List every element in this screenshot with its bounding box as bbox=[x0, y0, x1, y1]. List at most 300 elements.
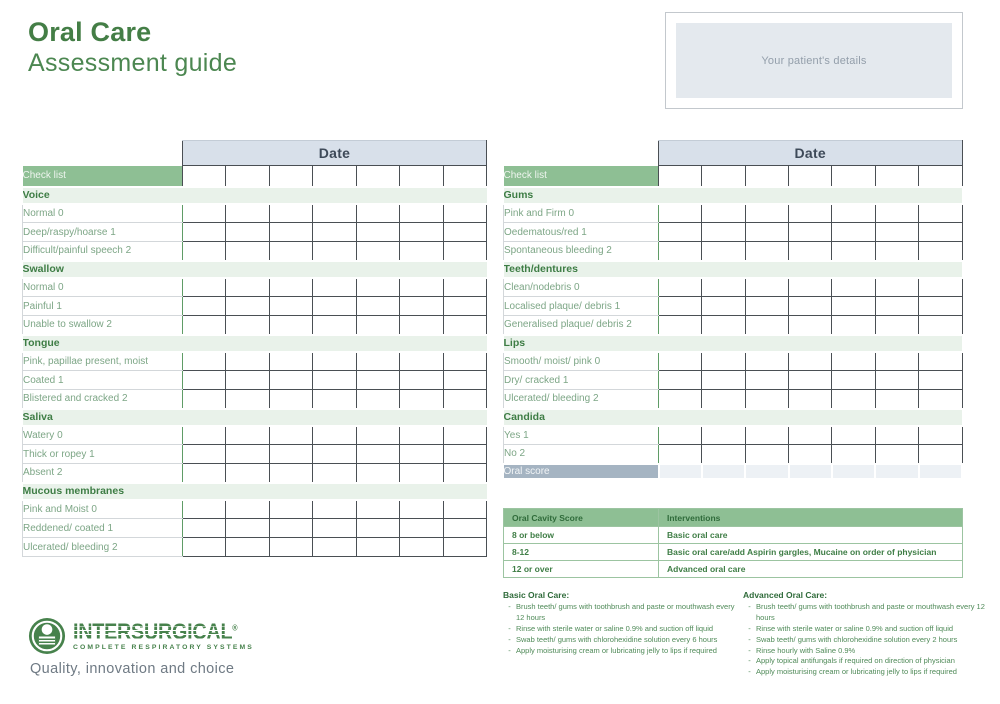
date-cell bbox=[356, 371, 399, 390]
care-list-item bbox=[503, 624, 741, 635]
date-cell bbox=[702, 445, 745, 464]
table-row bbox=[504, 445, 963, 464]
date-cell bbox=[226, 242, 269, 261]
date-cell bbox=[356, 500, 399, 519]
row-label: Unable to swallow 2 bbox=[23, 316, 183, 335]
table-row bbox=[23, 278, 487, 297]
date-cell bbox=[745, 223, 788, 242]
date-cell bbox=[226, 426, 269, 445]
date-cell bbox=[269, 223, 312, 242]
check-list-row bbox=[504, 166, 963, 187]
date-cell bbox=[400, 371, 443, 390]
date-cell bbox=[269, 316, 312, 335]
table-row bbox=[504, 426, 963, 445]
date-cell bbox=[659, 390, 702, 409]
care-item-text: Apply topical antifungals if required on direction of physician bbox=[756, 656, 955, 666]
date-cell bbox=[875, 371, 918, 390]
row-label: Pink, papillae present, moist bbox=[23, 352, 183, 371]
section-row bbox=[23, 261, 487, 278]
date-cell bbox=[875, 426, 918, 445]
care-list-item bbox=[503, 635, 741, 646]
date-cell bbox=[832, 426, 875, 445]
row-label: Normal 0 bbox=[23, 278, 183, 297]
date-header: Date bbox=[659, 141, 963, 166]
dash-bullet-icon: - bbox=[748, 656, 751, 666]
date-cell bbox=[443, 445, 486, 464]
date-cell bbox=[400, 445, 443, 464]
table-row bbox=[23, 371, 487, 390]
date-cell bbox=[313, 297, 356, 316]
date-cell bbox=[400, 390, 443, 409]
dash-bullet-icon: - bbox=[748, 634, 751, 644]
date-cell bbox=[226, 464, 269, 483]
table-row bbox=[23, 352, 487, 371]
date-cell bbox=[269, 371, 312, 390]
date-cell bbox=[313, 538, 356, 557]
date-cell bbox=[659, 426, 702, 445]
dash-bullet-icon: - bbox=[748, 623, 751, 633]
date-cell bbox=[875, 316, 918, 335]
care-item-text: Swab teeth/ gums with chlorohexidine solution every 2 hours bbox=[756, 634, 958, 644]
date-cell bbox=[226, 371, 269, 390]
date-cell bbox=[313, 390, 356, 409]
section-row bbox=[504, 335, 963, 352]
date-cell bbox=[183, 316, 226, 335]
row-label: Pink and Firm 0 bbox=[504, 204, 659, 223]
date-cell bbox=[875, 242, 918, 261]
row-label: Difficult/painful speech 2 bbox=[23, 242, 183, 261]
row-label: Thick or ropey 1 bbox=[23, 445, 183, 464]
row-label: Absent 2 bbox=[23, 464, 183, 483]
date-cell bbox=[919, 445, 962, 464]
row-label: Localised plaque/ debris 1 bbox=[504, 297, 659, 316]
date-cell bbox=[400, 204, 443, 223]
date-cell bbox=[659, 166, 702, 187]
intervention-cell: Advanced oral care bbox=[659, 561, 963, 578]
date-cell bbox=[443, 242, 486, 261]
date-cell bbox=[356, 352, 399, 371]
date-cell bbox=[183, 166, 226, 187]
date-cell bbox=[183, 242, 226, 261]
date-cell bbox=[356, 445, 399, 464]
table-row bbox=[23, 464, 487, 483]
table-row bbox=[23, 426, 487, 445]
date-header-row bbox=[504, 141, 963, 166]
date-cell bbox=[269, 297, 312, 316]
date-cell bbox=[313, 278, 356, 297]
care-list-item bbox=[743, 646, 999, 657]
date-cell bbox=[269, 464, 312, 483]
date-cell bbox=[313, 316, 356, 335]
date-cell bbox=[832, 445, 875, 464]
date-cell bbox=[183, 371, 226, 390]
date-cell bbox=[702, 316, 745, 335]
date-cell bbox=[745, 204, 788, 223]
date-cell bbox=[659, 352, 702, 371]
date-cell bbox=[269, 519, 312, 538]
table-row bbox=[504, 371, 963, 390]
date-cell bbox=[702, 371, 745, 390]
intervention-cell: Basic oral care/add Aspirin gargles, Mucaine on order of physician bbox=[659, 544, 963, 561]
date-cell bbox=[400, 464, 443, 483]
date-cell bbox=[832, 297, 875, 316]
care-list-item bbox=[743, 667, 999, 678]
care-item-text: Swab teeth/ gums with chlorohexidine solution every 6 hours bbox=[516, 634, 718, 644]
date-cell bbox=[356, 204, 399, 223]
oral-score-row bbox=[504, 464, 963, 479]
date-cell bbox=[702, 390, 745, 409]
date-cell bbox=[875, 297, 918, 316]
date-cell bbox=[659, 223, 702, 242]
date-cell bbox=[875, 445, 918, 464]
date-cell bbox=[443, 204, 486, 223]
table-row bbox=[504, 223, 963, 242]
row-label: Ulcerated/ bleeding 2 bbox=[504, 390, 659, 409]
date-cell bbox=[183, 223, 226, 242]
date-cell bbox=[745, 278, 788, 297]
date-cell bbox=[875, 166, 918, 187]
date-cell bbox=[919, 464, 962, 479]
date-cell bbox=[832, 352, 875, 371]
date-cell bbox=[832, 316, 875, 335]
care-list-item bbox=[503, 602, 741, 624]
date-cell bbox=[183, 426, 226, 445]
date-cell bbox=[832, 166, 875, 187]
table-row bbox=[23, 223, 487, 242]
care-list-item bbox=[743, 656, 999, 667]
date-cell bbox=[789, 352, 832, 371]
date-cell bbox=[789, 278, 832, 297]
date-cell bbox=[875, 390, 918, 409]
date-cell bbox=[183, 538, 226, 557]
table-row bbox=[504, 242, 963, 261]
date-cell bbox=[269, 538, 312, 557]
date-cell bbox=[443, 278, 486, 297]
date-cell bbox=[400, 352, 443, 371]
date-cell bbox=[226, 166, 269, 187]
date-cell bbox=[919, 278, 962, 297]
date-cell bbox=[659, 445, 702, 464]
section-header: Tongue bbox=[23, 335, 487, 352]
date-header-row bbox=[23, 141, 487, 166]
date-cell bbox=[226, 204, 269, 223]
table-row bbox=[504, 278, 963, 297]
date-cell bbox=[443, 352, 486, 371]
date-cell bbox=[400, 297, 443, 316]
date-cell bbox=[919, 426, 962, 445]
date-cell bbox=[356, 316, 399, 335]
dash-bullet-icon: - bbox=[748, 645, 751, 655]
date-cell bbox=[313, 166, 356, 187]
date-cell bbox=[183, 352, 226, 371]
page-title: Oral Care bbox=[28, 17, 152, 47]
date-cell bbox=[745, 352, 788, 371]
date-cell bbox=[226, 278, 269, 297]
check-list-label: Check list bbox=[23, 166, 183, 187]
date-cell bbox=[269, 426, 312, 445]
date-cell bbox=[919, 352, 962, 371]
section-header: Voice bbox=[23, 187, 487, 204]
date-cell bbox=[702, 204, 745, 223]
date-cell bbox=[269, 278, 312, 297]
date-cell bbox=[745, 390, 788, 409]
date-cell bbox=[313, 426, 356, 445]
interventions-header-cell: Interventions bbox=[659, 509, 963, 527]
date-cell bbox=[226, 316, 269, 335]
date-cell bbox=[226, 390, 269, 409]
date-cell bbox=[400, 242, 443, 261]
date-cell bbox=[702, 352, 745, 371]
date-cell bbox=[789, 426, 832, 445]
corner-cell bbox=[23, 141, 183, 166]
brand-tagline: Quality, innovation and choice bbox=[30, 661, 235, 677]
date-cell bbox=[443, 316, 486, 335]
date-cell bbox=[745, 297, 788, 316]
date-cell bbox=[702, 426, 745, 445]
date-cell bbox=[356, 278, 399, 297]
date-cell bbox=[183, 278, 226, 297]
date-cell bbox=[183, 390, 226, 409]
table-row bbox=[504, 352, 963, 371]
date-cell bbox=[356, 426, 399, 445]
date-cell bbox=[875, 223, 918, 242]
page-title-block bbox=[28, 16, 237, 78]
date-cell bbox=[702, 223, 745, 242]
date-cell bbox=[832, 223, 875, 242]
date-cell bbox=[226, 500, 269, 519]
date-cell bbox=[313, 464, 356, 483]
date-cell bbox=[443, 166, 486, 187]
section-row bbox=[23, 187, 487, 204]
dash-bullet-icon: - bbox=[748, 602, 751, 611]
section-header: Teeth/dentures bbox=[504, 261, 963, 278]
date-cell bbox=[832, 204, 875, 223]
date-cell bbox=[919, 371, 962, 390]
dash-bullet-icon: - bbox=[508, 645, 511, 655]
date-cell bbox=[789, 390, 832, 409]
date-cell bbox=[443, 390, 486, 409]
date-cell bbox=[789, 464, 832, 479]
date-cell bbox=[226, 352, 269, 371]
table-row bbox=[504, 204, 963, 223]
date-cell bbox=[789, 316, 832, 335]
date-cell bbox=[659, 316, 702, 335]
score-header-cell: Oral Cavity Score bbox=[504, 509, 659, 527]
care-item-text: Apply moisturising cream or lubricating jelly to lips if required bbox=[516, 645, 717, 655]
date-cell bbox=[832, 371, 875, 390]
table-row bbox=[504, 390, 963, 409]
registered-mark: ® bbox=[232, 623, 238, 633]
date-cell bbox=[832, 242, 875, 261]
section-row bbox=[504, 261, 963, 278]
care-list-item bbox=[743, 602, 999, 624]
care-item-text: Rinse hourly with Saline 0.9% bbox=[756, 645, 856, 655]
section-header: Saliva bbox=[23, 409, 487, 426]
date-cell bbox=[875, 204, 918, 223]
date-cell bbox=[400, 223, 443, 242]
care-list-title: Advanced Oral Care: bbox=[743, 590, 828, 600]
date-cell bbox=[356, 538, 399, 557]
date-cell bbox=[789, 204, 832, 223]
row-label: No 2 bbox=[504, 445, 659, 464]
intersurgical-logo-icon bbox=[28, 617, 66, 655]
date-cell bbox=[919, 316, 962, 335]
row-label: Yes 1 bbox=[504, 426, 659, 445]
date-cell bbox=[183, 297, 226, 316]
care-list-item bbox=[743, 635, 999, 646]
dash-bullet-icon: - bbox=[748, 667, 751, 677]
date-cell bbox=[919, 204, 962, 223]
row-label: Normal 0 bbox=[23, 204, 183, 223]
date-cell bbox=[443, 223, 486, 242]
date-cell bbox=[875, 278, 918, 297]
date-cell bbox=[659, 464, 702, 479]
date-cell bbox=[269, 352, 312, 371]
date-cell bbox=[832, 278, 875, 297]
date-cell bbox=[875, 352, 918, 371]
date-cell bbox=[919, 297, 962, 316]
patient-details-field bbox=[676, 23, 952, 98]
date-cell bbox=[443, 538, 486, 557]
date-cell bbox=[789, 242, 832, 261]
row-label: Deep/raspy/hoarse 1 bbox=[23, 223, 183, 242]
dash-bullet-icon: - bbox=[508, 634, 511, 644]
date-cell bbox=[269, 500, 312, 519]
section-header: Gums bbox=[504, 187, 963, 204]
oral-score-label: Oral score bbox=[504, 464, 659, 479]
row-label: Generalised plaque/ debris 2 bbox=[504, 316, 659, 335]
date-cell bbox=[702, 242, 745, 261]
date-cell bbox=[400, 316, 443, 335]
brand-wordmark: INTERSURGICAL® bbox=[73, 619, 238, 644]
oral-cavity-score-table bbox=[503, 508, 963, 578]
date-cell bbox=[443, 297, 486, 316]
row-label: Pink and Moist 0 bbox=[23, 500, 183, 519]
patient-details-label: Your patient's details bbox=[761, 54, 867, 67]
date-cell bbox=[400, 519, 443, 538]
date-cell bbox=[226, 297, 269, 316]
date-cell bbox=[659, 278, 702, 297]
table-row bbox=[23, 204, 487, 223]
care-item-text: Apply moisturising cream or lubricating jelly to lips if required bbox=[756, 667, 957, 677]
dash-bullet-icon: - bbox=[508, 602, 511, 611]
date-cell bbox=[269, 166, 312, 187]
care-item-text: Brush teeth/ gums with toothbrush and paste or mouthwash every 12 hours bbox=[516, 602, 735, 622]
date-cell bbox=[183, 500, 226, 519]
date-header: Date bbox=[183, 141, 487, 166]
date-cell bbox=[745, 371, 788, 390]
care-list-title: Basic Oral Care: bbox=[503, 590, 570, 600]
date-cell bbox=[443, 464, 486, 483]
date-cell bbox=[789, 371, 832, 390]
date-cell bbox=[789, 166, 832, 187]
date-cell bbox=[745, 445, 788, 464]
score-row bbox=[504, 527, 963, 544]
section-header: Mucous membranes bbox=[23, 483, 487, 500]
date-cell bbox=[226, 223, 269, 242]
score-row bbox=[504, 561, 963, 578]
date-cell bbox=[443, 371, 486, 390]
date-cell bbox=[789, 223, 832, 242]
table-row bbox=[23, 316, 487, 335]
date-cell bbox=[183, 519, 226, 538]
row-label: Reddened/ coated 1 bbox=[23, 519, 183, 538]
date-cell bbox=[400, 538, 443, 557]
date-cell bbox=[443, 500, 486, 519]
table-row bbox=[23, 538, 487, 557]
date-cell bbox=[789, 297, 832, 316]
date-cell bbox=[313, 445, 356, 464]
care-item-text: Brush teeth/ gums with toothbrush and paste or mouthwash every 12 hours bbox=[756, 602, 985, 622]
care-list-advanced bbox=[743, 590, 999, 678]
page-subtitle: Assessment guide bbox=[28, 49, 238, 78]
date-cell bbox=[400, 500, 443, 519]
table-row bbox=[23, 519, 487, 538]
row-label: Spontaneous bleeding 2 bbox=[504, 242, 659, 261]
date-cell bbox=[313, 204, 356, 223]
date-cell bbox=[313, 352, 356, 371]
score-header-row bbox=[504, 509, 963, 527]
date-cell bbox=[269, 204, 312, 223]
care-item-text: Rinse with sterile water or saline 0.9% and suction off liquid bbox=[756, 623, 954, 633]
score-cell: 8-12 bbox=[504, 544, 659, 561]
section-row bbox=[504, 409, 963, 426]
date-cell bbox=[183, 464, 226, 483]
date-cell bbox=[443, 426, 486, 445]
care-list-item bbox=[743, 624, 999, 635]
date-cell bbox=[919, 390, 962, 409]
date-cell bbox=[313, 223, 356, 242]
date-cell bbox=[919, 242, 962, 261]
date-cell bbox=[659, 371, 702, 390]
date-cell bbox=[226, 519, 269, 538]
row-label: Smooth/ moist/ pink 0 bbox=[504, 352, 659, 371]
date-cell bbox=[313, 371, 356, 390]
brand-text bbox=[73, 621, 256, 651]
date-cell bbox=[745, 426, 788, 445]
date-cell bbox=[400, 166, 443, 187]
intervention-cell: Basic oral care bbox=[659, 527, 963, 544]
table-row bbox=[23, 242, 487, 261]
date-cell bbox=[832, 464, 875, 479]
left-assessment-table bbox=[22, 140, 487, 557]
date-cell bbox=[919, 223, 962, 242]
date-cell bbox=[269, 445, 312, 464]
date-cell bbox=[356, 464, 399, 483]
date-cell bbox=[745, 242, 788, 261]
date-cell bbox=[313, 500, 356, 519]
date-cell bbox=[659, 204, 702, 223]
date-cell bbox=[183, 204, 226, 223]
row-label: Dry/ cracked 1 bbox=[504, 371, 659, 390]
score-cell: 12 or over bbox=[504, 561, 659, 578]
right-assessment-table bbox=[503, 140, 963, 480]
score-cell: 8 or below bbox=[504, 527, 659, 544]
section-row bbox=[23, 409, 487, 426]
section-header: Swallow bbox=[23, 261, 487, 278]
care-list-item bbox=[503, 646, 741, 657]
date-cell bbox=[443, 519, 486, 538]
date-cell bbox=[313, 242, 356, 261]
date-cell bbox=[745, 464, 788, 479]
row-label: Ulcerated/ bleeding 2 bbox=[23, 538, 183, 557]
patient-details-box bbox=[665, 12, 963, 109]
date-cell bbox=[400, 426, 443, 445]
date-cell bbox=[789, 445, 832, 464]
date-cell bbox=[356, 166, 399, 187]
date-cell bbox=[226, 445, 269, 464]
date-cell bbox=[745, 316, 788, 335]
